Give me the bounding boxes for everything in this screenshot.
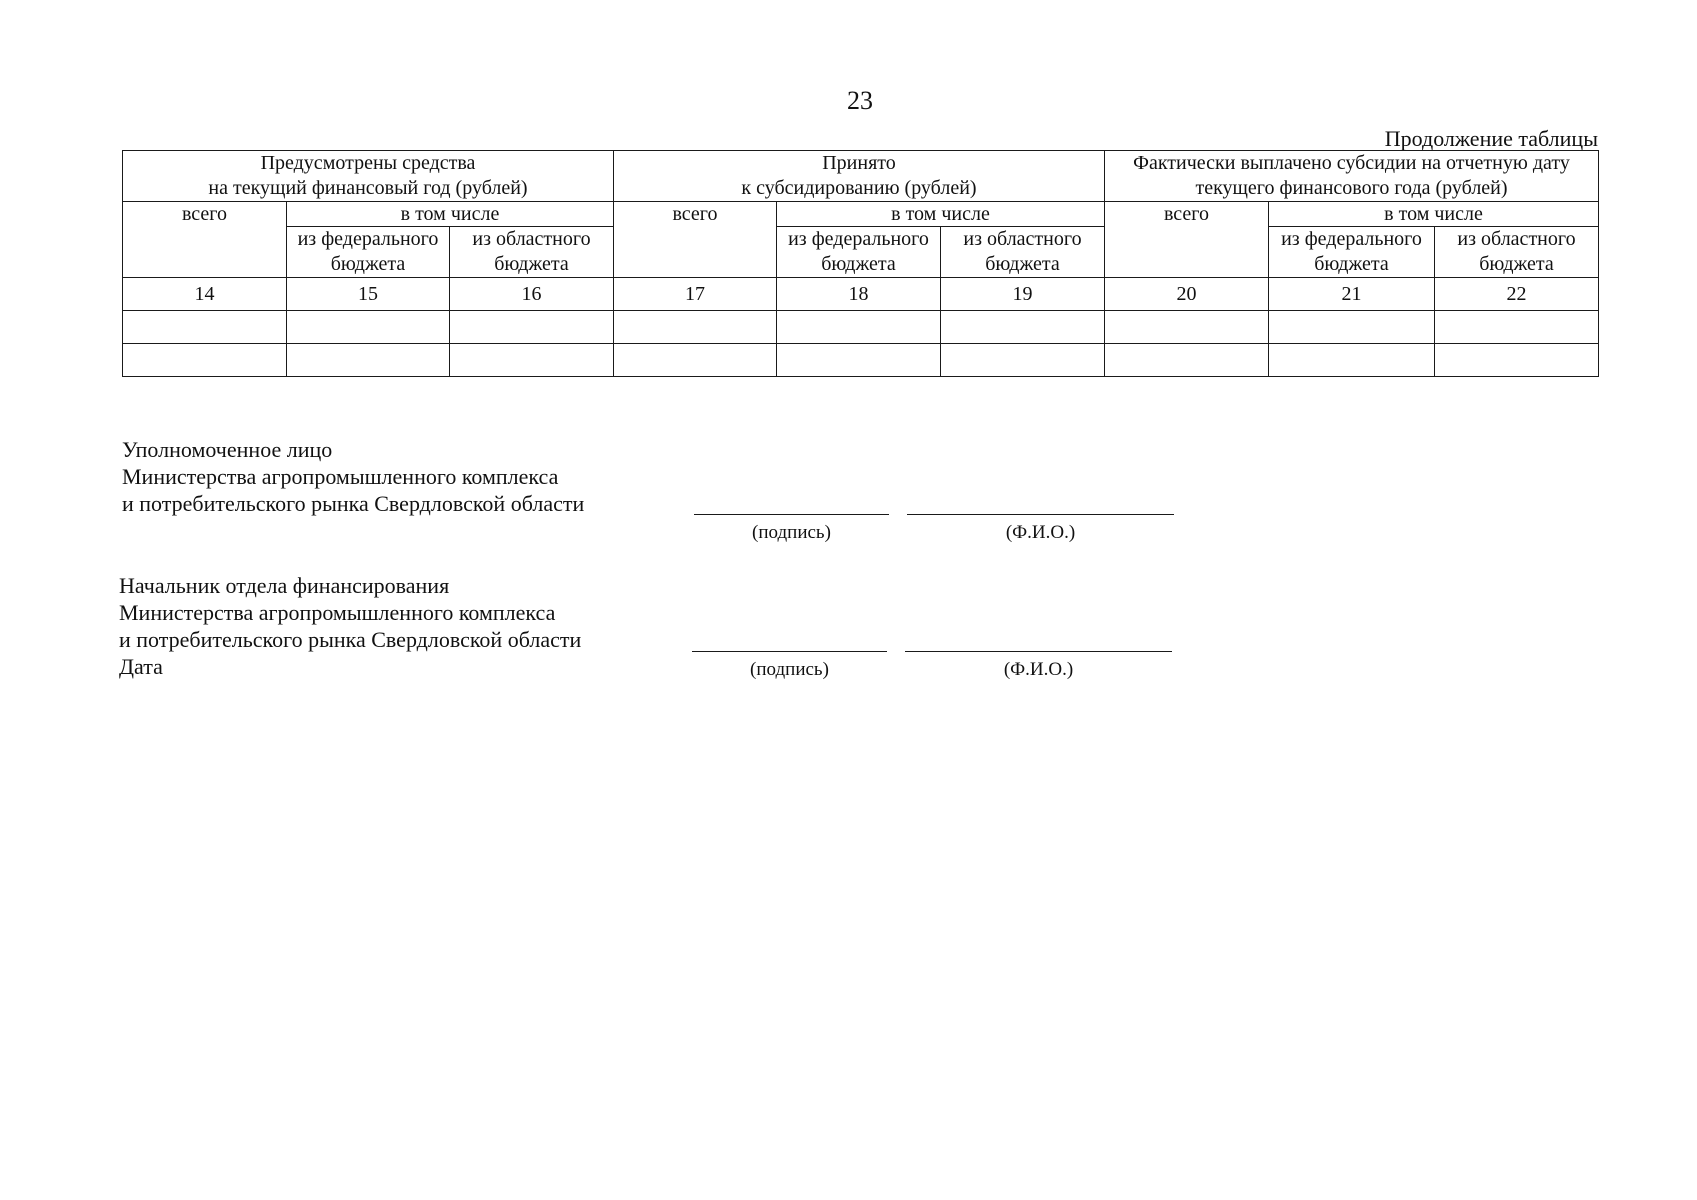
- including-header: в том числе: [777, 202, 1105, 227]
- table-cell: [941, 344, 1105, 377]
- subsidy-table: [122, 150, 1599, 377]
- table-cell: [123, 344, 287, 377]
- table-cell: [450, 311, 614, 344]
- table-sub-header-row: [123, 202, 1599, 227]
- table-group-header-row: [123, 151, 1599, 202]
- signatory-org: Министерства агропромышленного комплекса: [119, 600, 556, 625]
- table-cell: [123, 311, 287, 344]
- signatory-org: и потребительского рынка Свердловской области: [122, 491, 585, 516]
- column-number: 21: [1269, 278, 1435, 311]
- signatory-title: Уполномоченное лицо: [122, 437, 333, 462]
- table-cell: [1435, 344, 1599, 377]
- column-number: 16: [450, 278, 614, 311]
- table-cell: [450, 344, 614, 377]
- total-header: всего: [123, 202, 287, 278]
- name-line: [907, 514, 1174, 515]
- table-cell: [777, 344, 941, 377]
- table-cell: [777, 311, 941, 344]
- group-header-accepted: Принято к субсидированию (рублей): [614, 151, 1105, 202]
- total-header: всего: [1105, 202, 1269, 278]
- column-number: 22: [1435, 278, 1599, 311]
- regional-budget-header: из областного бюджета: [1435, 227, 1599, 278]
- signature-line: [692, 651, 887, 652]
- group-header-paid: Фактически выплачено субсидии на отчетную дату текущего финансового года (рублей): [1105, 151, 1599, 202]
- column-number: 19: [941, 278, 1105, 311]
- continuation-label: Продолжение таблицы: [1384, 126, 1598, 151]
- table-cell: [1269, 344, 1435, 377]
- signature-line: [694, 514, 889, 515]
- date-label: Дата: [119, 654, 163, 679]
- authorized-person-block: [122, 436, 584, 517]
- name-line: [905, 651, 1172, 652]
- signature-caption: (подпись): [752, 522, 831, 543]
- signatory-title: Начальник отдела финансирования: [119, 573, 450, 598]
- regional-budget-header: из областного бюджета: [941, 227, 1105, 278]
- name-caption: (Ф.И.О.): [1005, 522, 1076, 543]
- including-header: в том числе: [1269, 202, 1599, 227]
- federal-budget-header: из федерального бюджета: [1269, 227, 1435, 278]
- column-number: 14: [123, 278, 287, 311]
- table-cell: [287, 344, 450, 377]
- finance-head-block: [119, 572, 581, 680]
- table-cell: [941, 311, 1105, 344]
- table-cell: [287, 311, 450, 344]
- signature-caption: (подпись): [750, 659, 829, 680]
- table-cell: [614, 311, 777, 344]
- federal-budget-header: из федерального бюджета: [777, 227, 941, 278]
- column-number: 18: [777, 278, 941, 311]
- column-number: 17: [614, 278, 777, 311]
- table-cell: [1105, 344, 1269, 377]
- group-header-planned: Предусмотрены средства на текущий финансовый год (рублей): [123, 151, 614, 202]
- table-row: [123, 344, 1599, 377]
- including-header: в том числе: [287, 202, 614, 227]
- table-cell: [1435, 311, 1599, 344]
- table-budget-header-row: [123, 227, 1599, 278]
- total-header: всего: [614, 202, 777, 278]
- table-cell: [1105, 311, 1269, 344]
- federal-budget-header: из федерального бюджета: [287, 227, 450, 278]
- regional-budget-header: из областного бюджета: [450, 227, 614, 278]
- name-caption: (Ф.И.О.): [1003, 659, 1074, 680]
- signatory-org: и потребительского рынка Свердловской области: [119, 627, 582, 652]
- page-number: 23: [847, 86, 873, 115]
- table-row: [123, 311, 1599, 344]
- column-number-row: [123, 278, 1599, 311]
- signatory-org: Министерства агропромышленного комплекса: [122, 464, 559, 489]
- column-number: 20: [1105, 278, 1269, 311]
- table-cell: [1269, 311, 1435, 344]
- column-number: 15: [287, 278, 450, 311]
- table-cell: [614, 344, 777, 377]
